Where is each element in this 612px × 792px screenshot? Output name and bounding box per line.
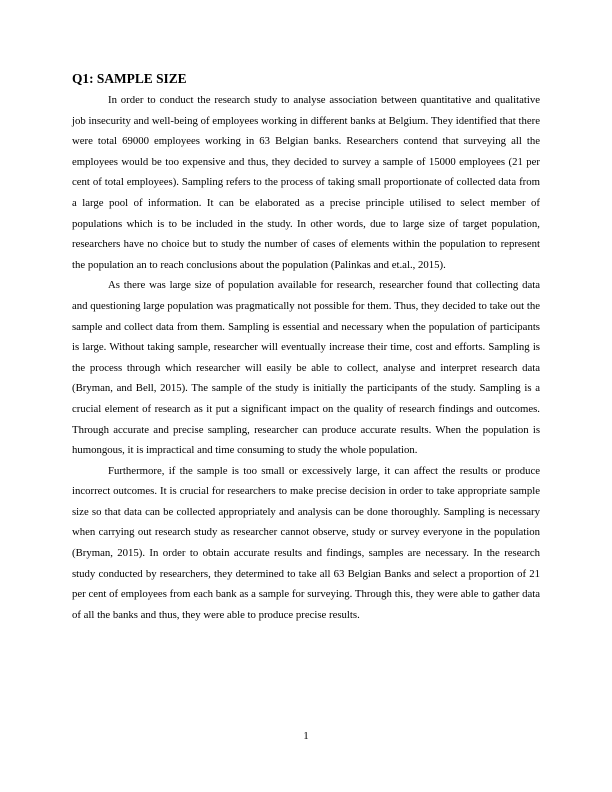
paragraph-3: Furthermore, if the sample is too small or excessively large, it can affect the results or produce incorrect outcomes. It is crucial for researchers to make precise decision in order to take appropriate sample size so that data can be collected appropriately and analysis can be done thoroughly. Sampling is necessary when carrying out research study as researcher cannot observe, study or survey everyone in the population (Bryman, 2015). In order to obtain accurate results and findings, samples are necessary. In the research study conducted by researchers, they determined to take all 63 Belgian Banks and select a proportion of 21 per cent of employees from each bank as a sample for surveying. Through this, they were able to gather data of all the banks and thus, they were able to produce precise results. bbox=[72, 464, 540, 621]
section-heading: Q1: SAMPLE SIZE bbox=[72, 71, 187, 86]
page-number: 1 bbox=[303, 730, 309, 742]
document-page bbox=[72, 70, 540, 625]
paragraph-1: In order to conduct the research study to analyse association between quantitative and qualitative job insecurity and well-being of employees working in different banks at Belgium. They identified that there were total 69000 employees working in 63 Belgian banks. Researchers contend that surveying all the employees would be too expensive and thus, they decided to survey a sample of 15000 employees (21 per cent of total employees). Sampling refers to the process of taking small proportionate of collected data from a large pool of information. It can be elaborated as a precise principle utilised to select member of populations which is to be included in the study. In other words, due to large size of target population, researchers have no choice but to study the number of cases of elements within the population to represent the population an to reach conclusions about the population (Palinkas and et.al., 2015). bbox=[72, 94, 540, 271]
paragraph-2: As there was large size of population available for research, researcher found that collecting data and questioning large population was pragmatically not possible for them. Thus, they decided to take out the sample and collect data from them. Sampling is essential and necessary when the population of participants is large. Without taking sample, researcher will eventually increase their time, cost and efforts. Sampling is the process through which researcher will easily be able to collect, analyse and interpret research data (Bryman, and Bell, 2015). The sample of the study is initially the participants of the study. Sampling is a crucial element of research as it put a significant impact on the quality of research findings and outcomes. Through accurate and precise sampling, researcher can produce accurate results. When the population is humongous, it is impractical and time consuming to study the whole population. bbox=[72, 279, 540, 457]
